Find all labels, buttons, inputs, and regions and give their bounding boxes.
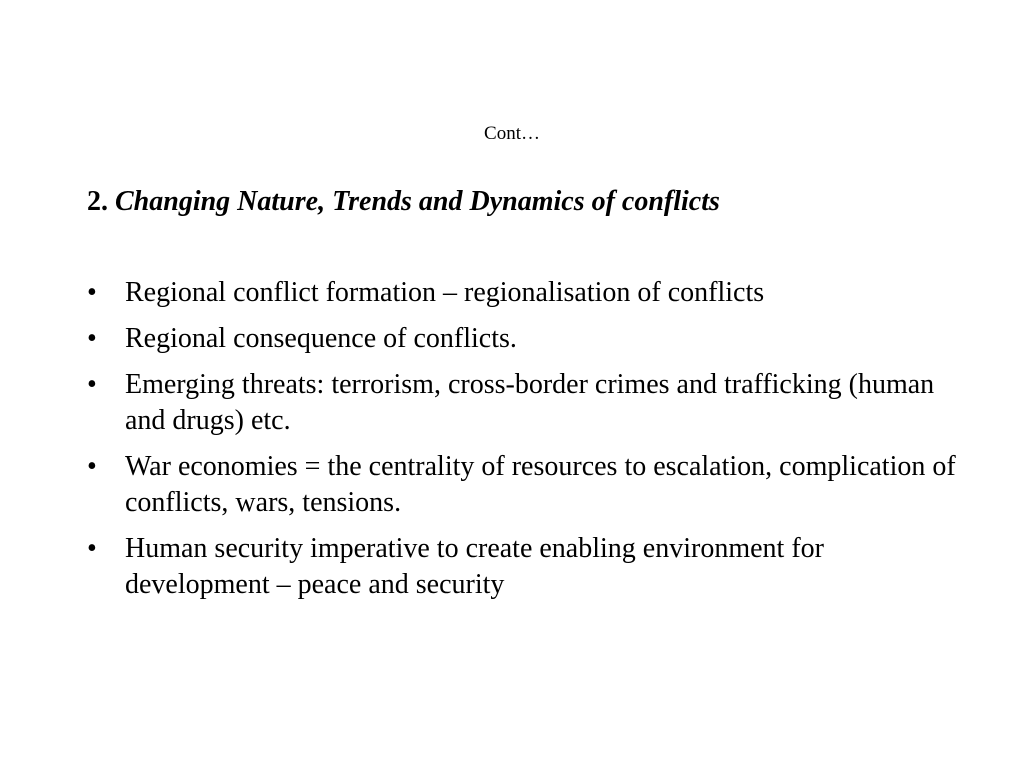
bullet-item (87, 321, 957, 357)
section-heading-text: Changing Nature, Trends and Dynamics of conflicts (115, 186, 720, 217)
bullet-text: War economies = the centrality of resources to escalation, complication of conflicts, wars, tensions. (125, 451, 956, 518)
bullet-item (87, 367, 957, 439)
slide-title: Cont… (484, 123, 540, 144)
bullet-item (87, 449, 957, 521)
bullet-text: Regional conflict formation – regionalisation of conflicts (125, 277, 765, 308)
bullet-text: Human security imperative to create enabling environment for development – peace and security (125, 533, 824, 600)
bullet-text: Emerging threats: terrorism, cross-border crimes and trafficking (human and drugs) etc. (125, 369, 935, 436)
bullet-text: Regional consequence of conflicts. (125, 323, 517, 354)
bullet-list (87, 275, 957, 613)
bullet-item (87, 531, 957, 603)
section-heading (87, 184, 967, 220)
bullet-marker: • (87, 533, 97, 564)
bullet-marker: • (87, 451, 97, 482)
section-heading-number: 2. (87, 186, 108, 217)
bullet-item (87, 275, 957, 311)
bullet-marker: • (87, 323, 97, 354)
bullet-marker: • (87, 369, 97, 400)
bullet-marker: • (87, 277, 97, 308)
